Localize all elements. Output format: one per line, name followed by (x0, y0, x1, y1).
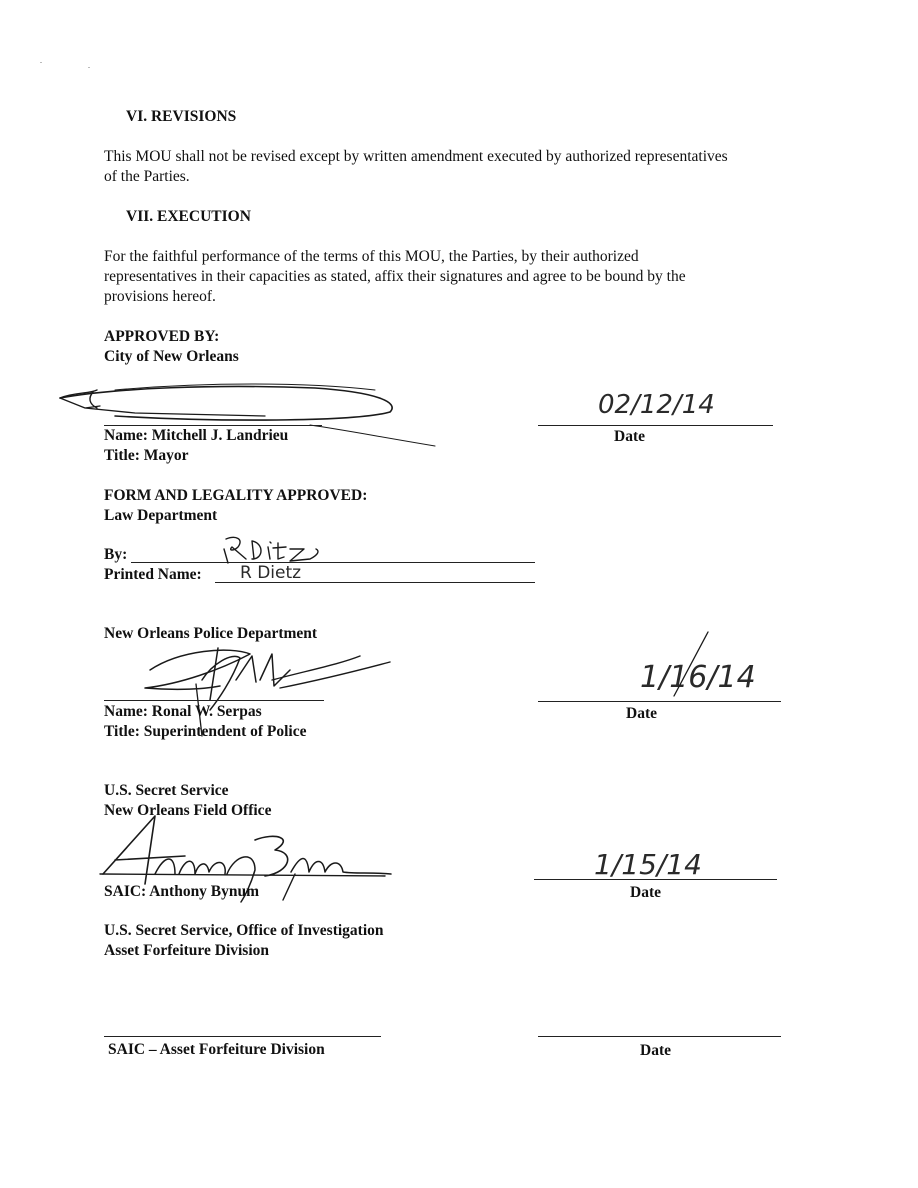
revisions-text-line: This MOU shall not be revised except by written amendment executed by authorized representatives (104, 148, 728, 165)
scan-speck (88, 67, 90, 68)
nopd-org: New Orleans Police Department (104, 625, 318, 642)
usss-office: New Orleans Field Office (104, 802, 272, 819)
asset-forfeiture-signature-line (104, 1036, 381, 1037)
mayor-date-line (538, 425, 773, 426)
mayor-date-handwritten: 02/12/14 (598, 390, 715, 420)
saic-date-handwritten: 1/15/14 (594, 848, 702, 881)
section-heading-execution: VII. EXECUTION (126, 208, 251, 225)
saic-date-line (534, 879, 777, 880)
usss-oi-org: U.S. Secret Service, Office of Investigation (104, 922, 384, 939)
mayor-date-label: Date (614, 428, 645, 445)
scan-speck (40, 62, 42, 63)
legality-org: Law Department (104, 507, 218, 524)
asset-forfeiture-date-label: Date (640, 1042, 671, 1059)
superintendent-name: Name: Ronal W. Serpas (104, 703, 262, 720)
approved-by-heading: APPROVED BY: (104, 328, 220, 345)
printed-name-label: Printed Name: (104, 566, 202, 583)
superintendent-date-handwritten: 1/16/14 (640, 660, 756, 695)
approved-org: City of New Orleans (104, 348, 239, 365)
usss-oi-division: Asset Forfeiture Division (104, 942, 270, 959)
by-label: By: (104, 546, 128, 563)
execution-text-line: representatives in their capacities as stated, affix their signatures and agree to be bound by the (104, 268, 686, 285)
date-stroke (670, 630, 710, 700)
execution-text-line: provisions hereof. (104, 288, 216, 305)
law-department-signature (218, 533, 328, 565)
revisions-text-line: of the Parties. (104, 168, 190, 185)
by-signature-line (131, 562, 535, 563)
superintendent-date-line (538, 701, 781, 702)
mayor-name: Name: Mitchell J. Landrieu (104, 427, 289, 444)
saic-name: SAIC: Anthony Bynum (104, 883, 260, 900)
superintendent-signature-line (104, 700, 324, 701)
superintendent-date-label: Date (626, 705, 657, 722)
execution-text-line: For the faithful performance of the terms of this MOU, the Parties, by their authorized (104, 248, 639, 265)
section-heading-revisions: VI. REVISIONS (126, 108, 237, 125)
asset-forfeiture-signature-label: SAIC – Asset Forfeiture Division (108, 1041, 325, 1058)
usss-org: U.S. Secret Service (104, 782, 229, 799)
superintendent-title: Title: Superintendent of Police (104, 723, 307, 740)
saic-date-label: Date (630, 884, 661, 901)
legality-heading: FORM AND LEGALITY APPROVED: (104, 487, 368, 504)
mayor-title: Title: Mayor (104, 447, 189, 464)
asset-forfeiture-date-line (538, 1036, 781, 1037)
printed-name-handwritten: R Dietz (240, 563, 302, 583)
